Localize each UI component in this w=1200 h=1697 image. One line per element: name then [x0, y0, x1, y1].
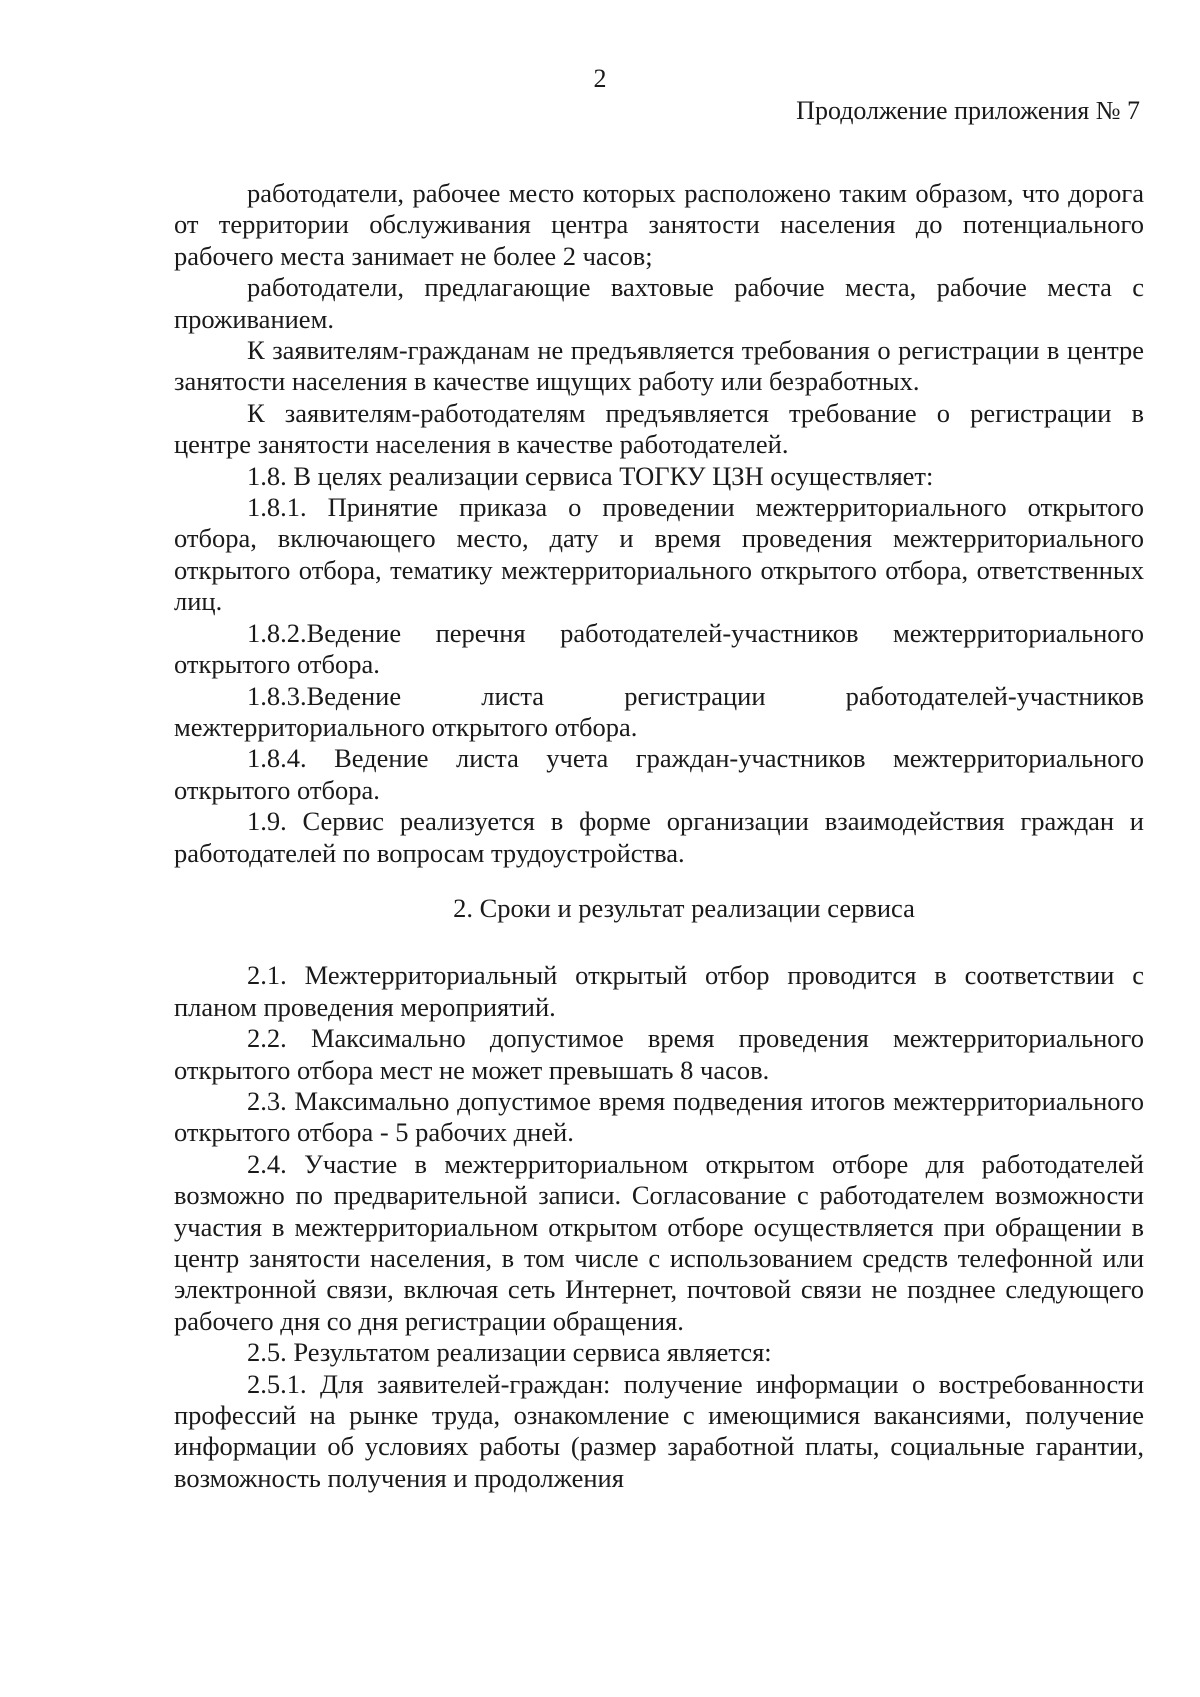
page-number: 2 [593, 64, 607, 93]
paragraph: 2.1. Межтерриториальный открытый отбор проводится в соответствии с планом проведения мероприятий. [174, 960, 1144, 1022]
paragraph: 2.5. Результатом реализации сервиса является: [247, 1337, 772, 1368]
paragraph: 2.3. Максимально допустимое время подведения итогов межтерриториального открытого отбора - 5 рабочих дней. [174, 1085, 1144, 1148]
paragraph: работодатели, предлагающие вахтовые рабочие места, рабочие места с проживанием. [174, 272, 1144, 334]
paragraph: 1.8.4. Ведение листа учета граждан-участников межтерриториального открытого отбора. [174, 743, 1144, 805]
paragraph: 1.9. Сервис реализуется в форме организации взаимодействия граждан и работодателей по вопросам трудоустройства. [174, 806, 1144, 868]
paragraph: 2.2. Максимально допустимое время проведения межтерриториального открытого отбора мест не может превышать 8 часов. [174, 1023, 1144, 1085]
paragraph: 2.5.1. Для заявителей-граждан: получение информации о востребованности профессий на рынке труда, ознакомление с имеющимися вакансиями, получение информации об условиях работы (размер заработной платы, социальные гарантии, возможность получения и продолжения [174, 1368, 1144, 1493]
paragraph: К заявителям-гражданам не предъявляется требования о регистрации в центре занятости населения в качестве ищущих работу или безработных. [174, 335, 1144, 397]
paragraph: 1.8.2.Ведение перечня работодателей-участников межтерриториального открытого отбора. [174, 617, 1144, 680]
appendix-continuation-note: Продолжение приложения № 7 [796, 96, 1140, 125]
paragraph: 2.4. Участие в межтерриториальном открытом отборе для работодателей возможно по предварительной записи. Согласование с работодателем возможности участия в межтерриториальном открытом отборе осуществляется при обращении в центр занятости населения, в том числе с использованием средств телефонной или электронной связи, включая сеть Интернет, почтовой связи не позднее следующего рабочего дня со дня регистрации обращения. [174, 1148, 1144, 1336]
paragraph: 1.8.1. Принятие приказа о проведении межтерриториального открытого отбора, включающего место, дату и время проведения межтерриториального открытого отбора, тематику межтерриториального открытого отбора, ответственных лиц. [174, 492, 1144, 617]
paragraph: работодатели, рабочее место которых расположено таким образом, что дорога от территории обслуживания центра занятости населения до потенциального рабочего места занимает не более 2 часов; [174, 178, 1144, 271]
section-title: 2. Сроки и результат реализации сервиса [453, 892, 915, 923]
paragraph: 1.8.3.Ведение листа регистрации работодателей-участников межтерриториального открытого отбора. [174, 680, 1144, 742]
document-body [174, 178, 1144, 1494]
paragraph: 1.8. В целях реализации сервиса ТОГКУ ЦЗН осуществляет: [247, 460, 934, 491]
paragraph: К заявителям-работодателям предъявляется требование о регистрации в центре занятости населения в качестве работодателей. [174, 397, 1144, 460]
